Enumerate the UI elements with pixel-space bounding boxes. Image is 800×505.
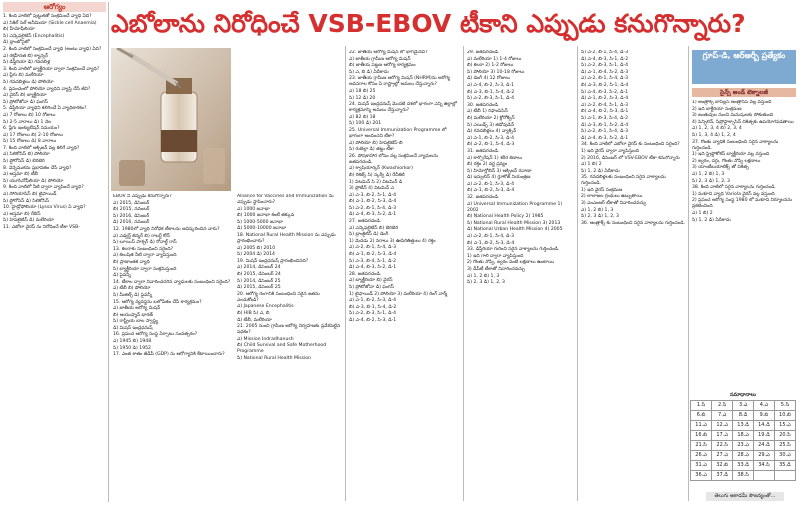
answer-cell: 14.డి (754, 421, 775, 431)
text-line: ఎ) 1 బి) 2 (692, 210, 713, 216)
text-line: బి) ఎ-4, బి-2, సి-3, డి-1 (581, 109, 629, 115)
footer-credit: తెలుగు అకాడమీ సౌజన్యంతో... (706, 492, 784, 501)
answer-cell: 32.బి (712, 461, 733, 471)
text-line: 36. ఆంత్రాక్స్ కు సంబంధించి సరైన వాక్యాలను గుర్తించండి. (581, 220, 685, 226)
text-line: 24. మిషన్ ఇంద్రధనుష్ మొదటి దశలో భాగంగా ఎన్ని జిల్లాల్లో కార్యక్రమాన్ని అమలు చేస్తున్నారు? (349, 102, 457, 114)
right-column (692, 100, 796, 390)
text-line: ఎ) పోలియో బి) హెపటైటిస్-బి (349, 140, 403, 146)
text-line: 20. ఆరోగ్య రంగానికి సంబంధించి సరైన జతను ఎంచుకోండి? (237, 291, 320, 303)
text-line: ఎ) 1, 2, 3, 4 బి) 2, 3, 4 (692, 126, 742, 132)
text-line: 15. ఆరోగ్య వ్యవస్థను బలోపేతం చేసే కార్యక్రమం? (113, 299, 202, 305)
text-line: డి) ఎ-4, బి-3, సి-2, డి-1 (349, 265, 397, 271)
text-line: ఎ) రక్తహీనత బి) క్యాన్సర్ (3, 53, 48, 59)
text-line: సి) 2004 డి) 2014 (237, 252, 275, 258)
text-line: ఎ) ప్లేగు బి) మలేరియా (3, 73, 44, 79)
answers-row (691, 421, 796, 431)
text-line: బి) National Health Policy 2) 1985 (467, 214, 544, 220)
text-line: సి) హిమోగ్లోబిన్ 3) ఆక్సిజన్ రవాణా (467, 168, 532, 174)
answer-cell: 26.ఎ (691, 451, 712, 461)
text-line: ఎ) 7 రోజులు బి) 10 రోజులు (3, 112, 56, 118)
question-list (581, 50, 686, 227)
answer-cell: 17.ఎ (712, 431, 733, 441)
answer-cell: 13.డి (733, 421, 754, 431)
text-line: 11. ఎబోలా వైరస్ ను నిరోధించే టీకా VSB- (3, 225, 80, 230)
text-line: డి) ఎ-4, బి-3, సి-2, డి-1 (349, 212, 397, 218)
text-line: బి) ఎ-3, బి-2, సి-1, డి-4 (581, 82, 629, 88)
answer-cell (754, 471, 775, 481)
text-line: సి) ప్రోటోజోవా డి) ఫంగస్ (349, 285, 394, 290)
text-line: 17. ఎంత శాతం జీడీపీ (GDP) ను ఆరోగ్యానికి కేటాయించారు? (113, 352, 225, 358)
text-line: సి) 12 డి) 20 (349, 95, 376, 101)
answer-cell: 33.డి (733, 461, 754, 471)
answer-cell: 3.ఎ (733, 401, 754, 411)
text-line: డి) ఎ-4, బి-2, సి-3, డి-1 (349, 317, 397, 323)
text-line: ఎ) 82 బి) 18 (349, 114, 376, 120)
column-divider (577, 46, 578, 501)
text-line: 1. కింది వాటిలో పుట్టుకతో సంక్రమించే వ్యాధి ఏది? (3, 14, 92, 19)
column-divider (463, 46, 464, 501)
text-line: 23. జాతీయ గ్రామీణ ఆరోగ్య మిషన్ (NHRM)ను ఆరోగ్య అవసరాల కోసం ఏ రాష్ట్రాల్లో అమలు చేస్తున్నారు? (349, 76, 451, 88)
text-line: ఎ) సోరియాసిస్ బి) టైఫాయిడ్ (3, 192, 57, 198)
text-line: 4) పెన్సిలిన్, సిప్రోఫ్లాక్సాసిన్ చికిత్సకు ఉపయోగపడతాయి (692, 119, 794, 125)
text-line: బి) ఎ-1, బి-2, సి-3, డి-4 (467, 240, 515, 246)
answer-cell: 7.ఎ (712, 411, 733, 421)
answer-cell (774, 471, 795, 481)
text-line: బి) ఎ-2, బి-1, సి-4, డి-3 (467, 142, 515, 148)
text-line: బి) ఎ-1, బి-2, సి-3, డి-4 (349, 252, 397, 258)
text-line: ఎ) ఎ-3, బి-2, సి-1, డి-4 (349, 192, 397, 198)
text-line: 38. కింది వాటిలో సరైన వాక్యాలను గుర్తించండి. (692, 185, 776, 191)
text-line: డి) టీబీ, మలేరియా (237, 317, 272, 323)
text-line: ఎ) ఎ-2, బి-1, సి-4, డి-3 (349, 245, 397, 251)
text-line: సి) ఎ-2, బి-1, సి-4, డి-3 (581, 129, 628, 135)
text-line: 1) ఇది గాలి ద్వారా వ్యాపిస్తుంది (467, 253, 524, 259)
text-line: సి) ప్రోటోజోవా డి) ఫంగస్ (3, 99, 48, 105)
text-line: 30. జతపరచండి. (467, 102, 500, 108)
answer-cell: 35.డి (774, 461, 795, 471)
question-list (692, 100, 796, 224)
text-line: 19. మిషన్ ఇంద్రధనుష్ ప్రారంభించినది? (237, 258, 309, 264)
text-line: బి) ఎ-1, బి-2, సి-3, డి-4 (349, 199, 397, 205)
answers-row (691, 451, 796, 461)
text-line: సి) 1, 2 డి) ఏదీకాదు (581, 168, 620, 174)
text-line: డి) ఎ-3, బి-1, సి-2, డి-4 (581, 122, 629, 128)
answer-cell: 9.బి (754, 411, 775, 421)
text-line: సి) యూసినోఫీలియా డి) పోలియో (3, 178, 64, 184)
text-line: EBOV ని ఎప్పుడు కనుగొన్నారు? (113, 194, 172, 199)
text-line: 2) ప్రపంచ ఆరోగ్య సంస్థ 1980 లో మశూచి నిర్మూలనను ప్రకటించింది (692, 198, 793, 210)
subject-banner: సైన్స్ అండ్ టెక్నాలజీ (692, 88, 796, 97)
answer-cell: 23.ఎ (733, 441, 754, 451)
answer-cell: 15.ఎ (774, 421, 795, 431)
answer-cell: 2.సి (712, 401, 733, 411)
question-list (3, 14, 106, 231)
text-line: సి) మీజిల్స్ డి) పైవన్నీ (113, 292, 153, 298)
text-line: 12. 1980లో వ్యాధి నిరోధక టీకాలను ఆవిష్కరించిన వారు? (113, 226, 220, 232)
text-line: 4. ప్రపంచంలో పోలియో వ్యాధిని వ్యాప్తి చేసే జీవి? (3, 86, 91, 92)
answers-grid (690, 400, 796, 481)
text-line: 1) ఇది స్ట్రెప్టోకోకస్ బ్యాక్టీరియా వల్ల వస్తుంది (692, 152, 770, 158)
answer-cell: 29.ఎ (754, 451, 775, 461)
text-line: Alliance for Vaccines and Immunization ను ఎప్పుడు స్థాపించారు? (237, 194, 334, 205)
text-line: 2) 2016, డిసెంబర్ లో VSV-EBOV టీకా కనుగొన్నారు (581, 155, 680, 161)
text-line: డి) 5000-10000 జనాభా (237, 226, 287, 232)
text-line: డి) ఎ-1, బి-2, సి-3, డి-4 (581, 96, 629, 102)
column-divider (345, 46, 346, 501)
text-line: బి) 2015, నవంబర్ (113, 207, 150, 213)
text-line: సి) National Rural Health Mission (237, 355, 311, 361)
text-line: 1) ఆంత్రాక్స్ బాసిల్లస్ ఆంత్రాసిస్ వల్ల వస్తుంది (692, 100, 772, 105)
answers-row (691, 441, 796, 451)
text-line: బి) హీమోఫీలియా (3, 27, 35, 33)
text-line: సి) బ్రాంకైటిస్ డి) డెంగీ (349, 232, 389, 238)
text-line: 32. జతపరచండి. (467, 195, 500, 201)
answer-cell: 16.బి (691, 431, 712, 441)
text-line: ఎ) ఎ-1, బి-2, సి-3, డి-4 (467, 135, 515, 141)
text-line: ఎ) క్వాషియార్కర్ (Kwashiorkor) (349, 166, 413, 172)
headline: ఎబోలాను నిరోధించే VSB-EBOV టీకాని ఎప్పుడు కనుగొన్నారు? (111, 9, 746, 38)
answer-cell: 18.ఎ (733, 431, 754, 441)
text-line: సి) 2, 3 డి) 1, 2, 3 (581, 214, 619, 220)
text-line: సి) 1950 డి) 1952 (113, 345, 151, 351)
text-line: సి) ఎ-1, బి-3, సి-4, డి-2 (581, 115, 628, 121)
text-line: ఎ) 2015, డిసెంబర్ (113, 200, 150, 206)
text-line: 35. గవదబిళ్లలకు సంబంధించి సరైన వాక్యాలను గుర్తించండి. (581, 175, 666, 187)
text-line: 3) యాంటీబయాటిక్స్ తో చికిత్స (692, 165, 749, 171)
answer-cell: 12.ఎ (712, 421, 733, 431)
text-line: సి) 2, 3 డి) 1, 2, 3 (692, 178, 730, 184)
text-line: 37. గొంతు వ్యాధికి సంబంధించి సరైన వాక్యాలను గుర్తించండి. (692, 139, 779, 151)
answers-title: సమాధానాలు (730, 392, 756, 398)
text-line: 2) ఇది బాక్టీరియా సంక్రమణ (692, 106, 742, 112)
text-line: 5. డిఫ్తీరియా వ్యాధిని కలిగించే ఏ వ్యాధికారకం? (3, 106, 87, 112)
text-line: డి) మిషన్ ఇంద్రధనుష్ (113, 325, 153, 331)
text-line: 1) ఇది వైరస్ సంక్రమణ (581, 187, 623, 193)
column-divider (108, 2, 109, 502)
answer-cell: 25.సి (774, 441, 795, 451)
text-line: ఎ) జాతీయ ఆరోగ్య మిషన్ (113, 306, 161, 312)
text-line: ఎ) ఆస్తమా బి) రేబిస్ (3, 211, 41, 217)
answer-cell: 34.సి (754, 461, 775, 471)
text-line: 7. కింది వాటిలో ఆక్సిజన్ వల్ల కలిగే వ్యాధి? (3, 145, 80, 151)
text-line: ఎ) ఎ-4, బి-2, సి-3, డి-1 (467, 82, 515, 88)
answer-cell: 11.ఎ (691, 421, 712, 431)
answers-row (691, 471, 796, 481)
text-line: 28. జతపరచండి. (349, 271, 382, 277)
text-line: 10. హైడ్రోఫోబియా (Lyssa Virus) ఏ వ్యాధి? (3, 205, 86, 211)
text-line: ఎ) సిలికోసిస్ బి) పోలియో (3, 152, 50, 158)
question-list (467, 50, 574, 286)
text-line: ఎ) టీబీ బి) పోలియో (113, 286, 151, 292)
text-line: 9. కింది వాటిలో నీటి ద్వారా వ్యాపించే వ్యాధి? (3, 185, 84, 191)
answer-cell: 20.సి (774, 431, 795, 441)
text-line: ఎ) ఎన్కెఫలైటిస్ బి) బెరిబెరి (349, 225, 399, 231)
text-line: 21. 2005 నుంచి గ్రామీణ ఆరోగ్య నిర్వహణకు ప్రవేశపెట్టిన పథకం? (237, 324, 341, 336)
text-line: 2) గొంతు నొప్పి, జ్వరం వంటి లక్షణాలు ఉంటాయి (467, 260, 554, 266)
text-line: 2. కింది వాటిలో సంక్రమించే వ్యాధి (అంటు వ్యాధి) ఏది? (3, 46, 102, 52)
text-line: 2) జ్వరం, దగ్గు, గొంతు నొప్పి లక్షణాలు (692, 158, 761, 164)
text-line: బి) రక్తం 2) వర్ణ ద్రవ్యం (467, 162, 508, 168)
text-line: బి) ప్రాణాంతక వ్యాధి (113, 259, 150, 265)
column-a (113, 194, 231, 500)
answers-table (690, 392, 796, 481)
text-line: సి) ఎ, బి డి) ఏదీకాదు (349, 69, 389, 75)
text-line: సి) హెపటైటిస్ డి) మలేరియా (3, 218, 55, 224)
text-line: బి) రికెట్స్ సి) స్కర్వీ డి) రేచీకటి (349, 172, 405, 178)
text-line: సి) 100 డి) 201 (349, 121, 382, 127)
left-health-column (3, 2, 106, 502)
text-line: ఎ) Japanese Encephalitis (237, 304, 294, 310)
text-line: సి) రుబెల్లా డి) తట్టు టీకా (349, 147, 394, 153)
text-line: ఎ) బ్యాక్టీరియా బి) వైరస్ (349, 278, 393, 284)
text-line: ఎ) 1, 2 బి) 1, 3 (581, 207, 614, 213)
text-line: ఎ) 1, 2 బి) 1, 3 (692, 171, 725, 177)
text-line: సి) డిఫ్తీరియా డి) గవదబిళ్ల (3, 60, 51, 66)
text-line: ఎ) ఎడ్వర్డ్ జెన్నర్ బి) రాబర్ట్ కోచ్ (113, 233, 170, 239)
text-line: డి) ఎ-4, బి-3, సి-1, డి-2 (581, 56, 629, 62)
text-line: డి) ఎ-4, బి-3, సి-2, డి-1 (581, 135, 629, 141)
text-line: ఎ) టీబీ 1) రిఫాంపిసిన్ (467, 109, 508, 115)
text-line: డి) థ్రాంబోసైటో (3, 40, 30, 46)
text-line: 3) జంతువుల నుంచి మనుషులకు సోకుతుంది (692, 113, 774, 119)
text-line: 27. జతపరచండి. (349, 219, 382, 225)
text-line: బి) 2015, డిసెంబర్ 24 (237, 271, 281, 277)
text-line: ఎ) మలేరియా 1) 1-4 రోజులు (467, 56, 522, 62)
text-line: సి) 2, 3 డి) 1, 2, 3 (467, 280, 505, 286)
text-line: బి) మలేరియా 2) క్లోరోక్విన్ (467, 115, 515, 121)
text-line: సి) లూయిస్ పాశ్చర్ డి) రోనాల్డ్ రాస్ (113, 240, 177, 246)
text-line: సి) బ్యాక్టీరియా ద్వారా సంక్రమిస్తుంది (113, 266, 177, 272)
text-line: 1) విటమిన్ సి 2) విటమిన్ డి (349, 179, 403, 185)
vaccine-photo (111, 48, 231, 191)
answer-cell: 24.డి (754, 441, 775, 451)
text-line: ఎ) 17 రోజులు బి) 2-10 రోజులు (3, 132, 63, 138)
text-line: ఎ) 1000 జనాభా (237, 206, 270, 212)
answer-cell: 37.డి (712, 471, 733, 481)
text-line: డి) 2015, డిసెంబర్ 25 (237, 285, 281, 291)
text-line: ఎ) 1945 బి) 1948 (113, 339, 152, 345)
text-line: సి) 15 రోజులు డి) 8 వారాలు (3, 139, 57, 145)
answers-row (691, 431, 796, 441)
text-line: సి) 1, 3, 4 డి) 1, 2, 4 (692, 132, 736, 138)
text-line: 1) ఇది వైరస్ ద్వారా వ్యాపిస్తుంది (581, 148, 639, 154)
answer-cell: 36.ఎ (691, 471, 712, 481)
text-line: ఎ) సికిల్ సెల్ అనీమియా (Sickle cell Anaemia) (3, 20, 97, 26)
text-line: బి) ఎ-1, బి-2, సి-3, డి-4 (467, 188, 515, 194)
text-line: ఎ) Mission Indradhanush (237, 336, 294, 342)
answer-cell: 28.ఎ (733, 451, 754, 461)
text-line: 3) ఎంఎంఆర్ టీకాతో నివారించవచ్చు (581, 201, 647, 207)
text-line: 13. కలరాకు సంబంధించి సరైంది? (113, 246, 174, 252)
answer-cell: 21.సి (691, 441, 712, 451)
question-list (349, 50, 460, 324)
text-line: సి) ఎ-3, బి-4, సి-1, డి-2 (349, 258, 396, 264)
answer-cell: 6.బి (691, 411, 712, 421)
text-line: 18. National Rural Health Mission ను ఎప్పుడు ప్రారంభించారు? (237, 232, 336, 244)
text-line: సి) 2016, డిసెంబర్ (113, 213, 150, 219)
text-line: డి) 2016, నవంబర్ (113, 220, 150, 226)
text-line: 16. ప్రపంచ ఆరోగ్య సంస్థ ఏర్పాటు సంవత్సరం? (113, 332, 198, 338)
text-line: డి) పైవన్నీ (113, 273, 131, 279)
text-line: ఎ) ఎ-2, బి-4, సి-1, డి-3 (581, 102, 629, 108)
text-line: 14. టీకాల ద్వారా నివారించదగిన వ్యాధులకు సంబంధించి సరైంది? (113, 279, 231, 285)
text-line: 26. పోషకాహార లోపం వల్ల సంక్రమించే వ్యాధులను జతపరచండి. (349, 153, 439, 165)
text-line: 22. జాతీయ ఆరోగ్య మిషన్ లో భాగమైనవి? (349, 50, 428, 55)
text-line: 25. Universal Immunization Programme లో భాగంగా అందించని టీకా? (349, 127, 447, 139)
section-header: ఆరోగ్యం (3, 2, 106, 12)
column-divider (688, 46, 689, 501)
text-line: ఎ) ఆస్తమా బి) టీబీ (3, 172, 39, 178)
text-line: 1) మెదడు 2) నరాలు 3) ఊపిరితిత్తులు 4) రక్తం (349, 238, 436, 244)
column-b (237, 194, 342, 500)
text-line: సి) ఎన్కెఫలైటిస్ (Encephalitis) (3, 33, 65, 39)
exam-banner: గ్రూప్-డి, ఆర్ఆర్బీ ప్రత్యేకం (692, 50, 796, 84)
text-line: 31. జతపరచండి. (467, 148, 500, 154)
text-line: సి) National Rural Health Mission 3) 2013 (467, 220, 561, 226)
text-line: ఎ) 2014, డిసెంబర్ 24 (237, 265, 281, 271)
text-line: సి) 1, 2 డి) ఏదీకాదు (692, 217, 731, 223)
text-line: 1) మశూచి వ్యాధి Variola వైరస్ వల్ల వస్తుంది (692, 191, 775, 197)
text-line: డి) National Urban Health Mission 4) 2005 (467, 227, 563, 233)
text-line: డి) ఎ-1, బి-4, సి-2, డి-3 (581, 69, 629, 75)
text-line: 29. జతపరచండి. (467, 50, 500, 55)
text-line: 1) టైఫాయిడ్ 2) పోలియో 3) మలేరియా 4) రింగ్ వార్మ్ (349, 291, 448, 297)
text-line: సి) ఎ-2, బి-3, సి-1, డి-4 (467, 96, 514, 102)
text-line: సి) ఎయిడ్స్ 3) జిడోవుడిన్ (467, 122, 515, 128)
answer-cell: 38.సి (733, 471, 754, 481)
text-line: ఎ) Universal Immunization Programme 1) 2002 (467, 201, 563, 213)
answer-cell: 19.డి (754, 431, 775, 441)
text-line: బి) 1000 జనాభా కంటే తక్కువ (237, 213, 295, 219)
text-line: 3) డీపీటీ టీకాతో నివారించవచ్చు (467, 267, 525, 272)
text-line: సి) రాష్ట్రీయ బాల స్వాస్థ్య (113, 319, 159, 325)
column-c (349, 50, 460, 500)
text-line: 2) లాలాజల గ్రంథులు ఉబ్బుతాయి (581, 194, 643, 200)
question-list (113, 194, 231, 358)
text-line: 6. ప్లేగు ఇంక్యుబేషన్ సమయం? (3, 126, 60, 132)
answers-row (691, 461, 796, 471)
text-line: డి) డెంగీ 4) 12 రోజులు (467, 76, 510, 82)
text-line: బి) జాతీయ పట్టణ ఆరోగ్య కార్యక్రమం (349, 63, 416, 69)
text-line: సి) గవదబిళ్లలు డి) పోలియో (3, 79, 54, 85)
answer-cell: 1.సి (691, 401, 712, 411)
text-line: ఎ) 1 బి) 2 (581, 162, 602, 168)
text-line: ఎ) 18 బి) 25 (349, 88, 376, 94)
text-line: డి) గవదబిళ్లలు 4) వ్యాక్సిన్ (467, 129, 517, 135)
column-d (467, 50, 574, 500)
text-line: సి) ఎ-2, బి-1, సి-4, డి-3 (581, 50, 628, 55)
text-line: ఎ) 2005 బి) 2010 (237, 245, 276, 251)
answer-cell: 22.సి (712, 441, 733, 451)
text-line: సి) ఎ-4, బి-3, సి-2, డి-1 (581, 89, 628, 95)
text-line: ఎ) 1, 2 బి) 1, 3 (467, 273, 500, 279)
text-line: బి) Child Survival and Safe Motherhood Programme (237, 343, 327, 355)
answer-cell: 8.డి (733, 411, 754, 421)
text-line: ఎ) ఎ-2, బి-1, సి-3, డి-4 (467, 181, 515, 187)
answer-cell: 4.ఎ (754, 401, 775, 411)
text-line: సి) 2014, డిసెంబర్ 25 (237, 278, 281, 284)
column-e (581, 50, 686, 500)
text-line: ఎ) కార్పొరేషన్ 1) శరీర కణాలు (467, 155, 523, 161)
text-line: సి) 2-5 వారాలు డి) 1 నెల (3, 119, 52, 125)
text-line: డి) ఇన్సులిన్ 4) గ్లూకోజ్ నియంత్రణ (467, 175, 531, 181)
text-line: ఎ) జాతీయ గ్రామీణ ఆరోగ్య మిషన్ (349, 56, 411, 62)
answers-row (691, 401, 796, 411)
answer-cell: 10.బి (774, 411, 795, 421)
text-line: ఎ) వైరస్ బి) బ్యాక్టీరియా (3, 93, 47, 99)
text-line: సి) ఫ్లోరోసిస్ డి) సిలికోసిస్ (3, 198, 49, 204)
text-line: బి) HIB సి) ఎ, బి (237, 310, 270, 316)
answer-cell: 30.ఎ (774, 451, 795, 461)
text-line: 3) ప్రోటీన్ 4) విటమిన్ ఎ (349, 186, 394, 192)
answer-cell: 27.ఎ (712, 451, 733, 461)
text-line: ఎ) ఎ-2, బి-1, సి-4, డి-3 (467, 234, 515, 240)
text-line: 33. డిప్తీరియా గురించి సరైన వాక్యాలను గుర్తించండి. (467, 247, 560, 253)
text-line: ఎ) ఎ-2, బి-1, సి-4, డి-3 (581, 76, 629, 82)
text-line: సి) ఫ్లోరోసిస్ డి) బెరిబెరి (3, 159, 45, 165)
answers-row (691, 411, 796, 421)
text-line: సి) ఎ-2, బి-3, సి-1, డి-4 (581, 63, 628, 69)
answer-cell: 31.ఎ (691, 461, 712, 471)
text-line: ఎ) కలుషిత నీటి ద్వారా వ్యాపిస్తుంది (113, 253, 177, 259)
question-list (237, 194, 342, 362)
answer-cell: 5.సి (774, 401, 795, 411)
text-line: బి) ఎ-3, బి-1, సి-4, డి-2 (349, 304, 397, 310)
text-line: బి) ఆయుష్మాన్ భారత్ (113, 312, 153, 318)
text-line: బి) ఎ-3, బి-1, సి-4, డి-2 (467, 89, 515, 95)
text-line: 34. కింది వాటిలో ఎబోలా వైరస్ కు సంబంధించి సరైంది? (581, 142, 680, 148)
text-line: ఎ) ఎ-1, బి-2, సి-3, డి-4 (349, 298, 397, 304)
text-line: 8. వెన్నెముకను ప్రభావితం చేసే వ్యాధి? (3, 165, 72, 171)
text-line: సి) 1000-5000 జనాభా (237, 219, 284, 225)
text-line: బి) కలరా 2) 1-2 రోజులు (467, 63, 514, 69)
text-line: సి) ఎ-2, బి-1, సి-4, డి-3 (349, 205, 396, 211)
text-line: సి) ఎ-2, బి-3, సి-1, డి-4 (349, 311, 396, 317)
text-line: 3. కింది వాటిలో బ్యాక్టీరియా ద్వారా సంక్రమించే వ్యాధి? (3, 66, 100, 72)
text-line: సి) పోలియో 3) 10-18 రోజులు (467, 69, 525, 75)
